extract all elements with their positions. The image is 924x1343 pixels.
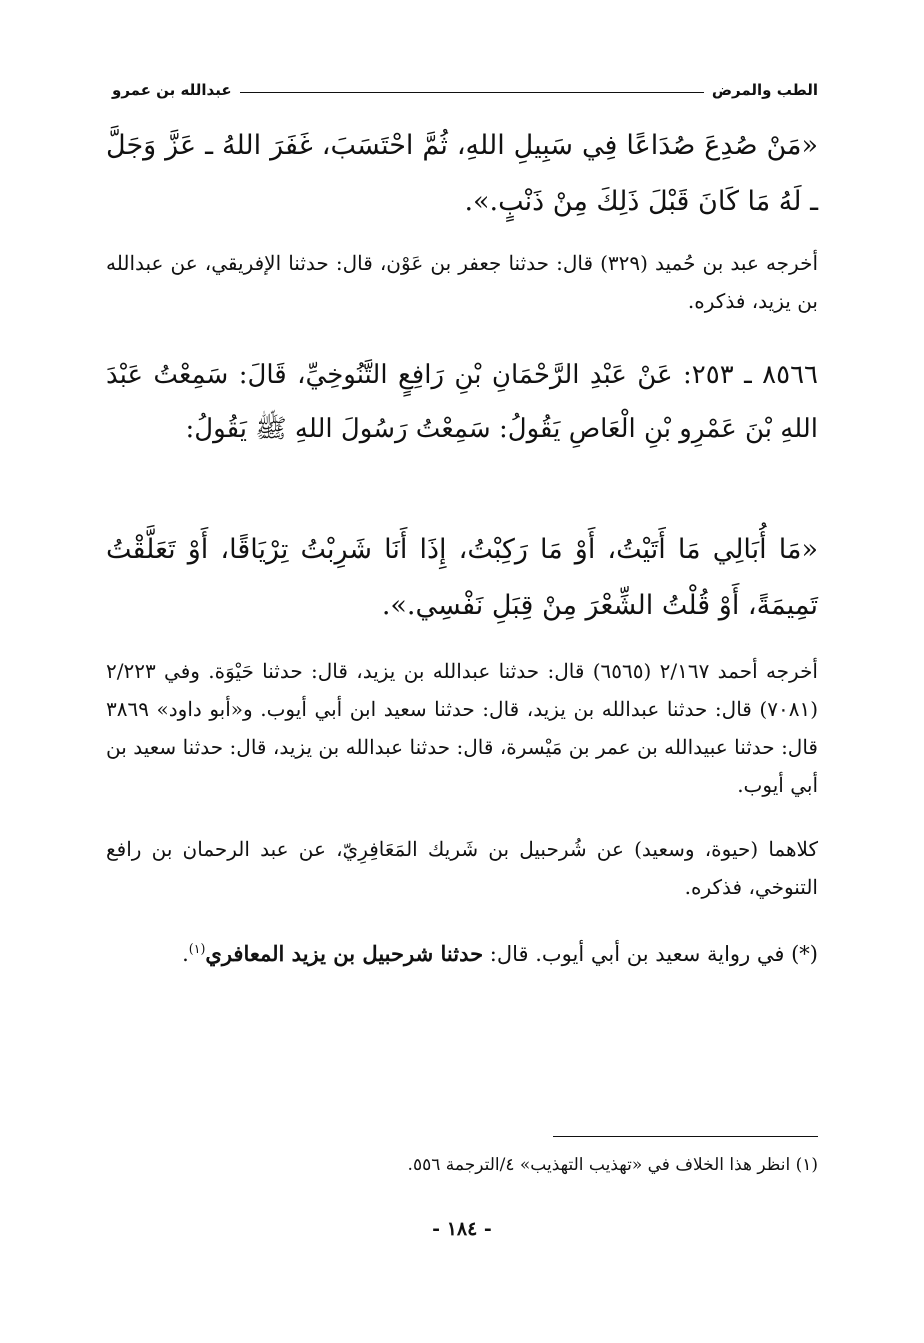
hadith-8566-chain: ٨٥٦٦ ـ ٢٥٣: عَنْ عَبْدِ الرَّحْمَانِ بْنِ رَافِعٍ التَّنُوخِيِّ، قَالَ: سَمِعْتُ عَبْدَ اللهِ بْنَ عَمْرِو بْنِ الْعَاصِ يَقُولُ: سَمِعْتُ رَسُولَ اللهِ ﷺ يَقُولُ: xyxy=(106,360,818,444)
hadith-quote-2: «مَا أُبَالِي مَا أَتَيْتُ، أَوْ مَا رَكِبْتُ، إِذَا أَنَا شَرِبْتُ تِرْيَاقًا، أَوْ تَعَلَّقْتُ تَمِيمَةً، أَوْ قُلْتُ الشِّعْرَ مِنْ قِبَلِ نَفْسِي.». xyxy=(106,534,818,621)
running-header xyxy=(112,78,818,102)
source-paragraph-3: كلاهما (حيوة، وسعيد) عن شُرحبيل بن شَريك المَعَافِرِيّ، عن عبد الرحمان بن رافع التنوخي، فذكره. xyxy=(106,837,818,899)
header-rule xyxy=(240,92,704,93)
footnote xyxy=(106,1150,818,1180)
header-chapter-title: الطب والمرض xyxy=(711,81,818,99)
variant-note xyxy=(106,928,818,975)
source-paragraph-1: أخرجه عبد بن حُميد (٣٢٩) قال: حدثنا جعفر بن عَوْن، قال: حدثنا الإفريقي، عن عبدالله بن يزيد، فذكره. xyxy=(106,251,818,313)
footnote-text: انظر هذا الخلاف في «تهذيب التهذيب» ٤/الترجمة ٥٥٦. xyxy=(407,1155,791,1175)
note-bold-text: حدثنا شرحبيل بن يزيد المعافري xyxy=(205,941,484,966)
footnote-reference[interactable]: (١) xyxy=(188,941,206,956)
source-paragraph-2: أخرجه أحمد ٢/١٦٧ (٦٥٦٥) قال: حدثنا عبدالله بن يزيد، قال: حدثنا حَيْوَة. وفي ٢/٢٢٣ (٧٠٨١) قال: حدثنا عبدالله بن يزيد، قال: حدثنا سعيد ابن أبي أيوب. و«أبو داود» ٣٨٦٩ قال: حدثنا عبيدالله بن عمر بن مَيْسرة، قال: حدثنا عبدالله بن يزيد، قال: حدثنا سعيد بن أبي أيوب. xyxy=(106,659,818,797)
footnote-number: (١) xyxy=(795,1155,818,1175)
page-number: - ١٨٤ - xyxy=(432,1218,492,1240)
note-end: . xyxy=(182,942,189,966)
note-marker: (*) xyxy=(791,942,818,966)
footnote-rule xyxy=(553,1136,818,1137)
note-intro: في رواية سعيد بن أبي أيوب. قال: xyxy=(489,942,785,966)
hadith-quote-1: «مَنْ صُدِعَ صُدَاعًا فِي سَبِيلِ اللهِ، ثُمَّ احْتَسَبَ، غَفَرَ اللهُ ـ عَزَّ وَجَلَّ ـ لَهُ مَا كَانَ قَبْلَ ذَلِكَ مِنْ ذَنْبٍ.». xyxy=(106,130,818,217)
header-narrator: عبدالله بن عمرو xyxy=(112,81,232,99)
